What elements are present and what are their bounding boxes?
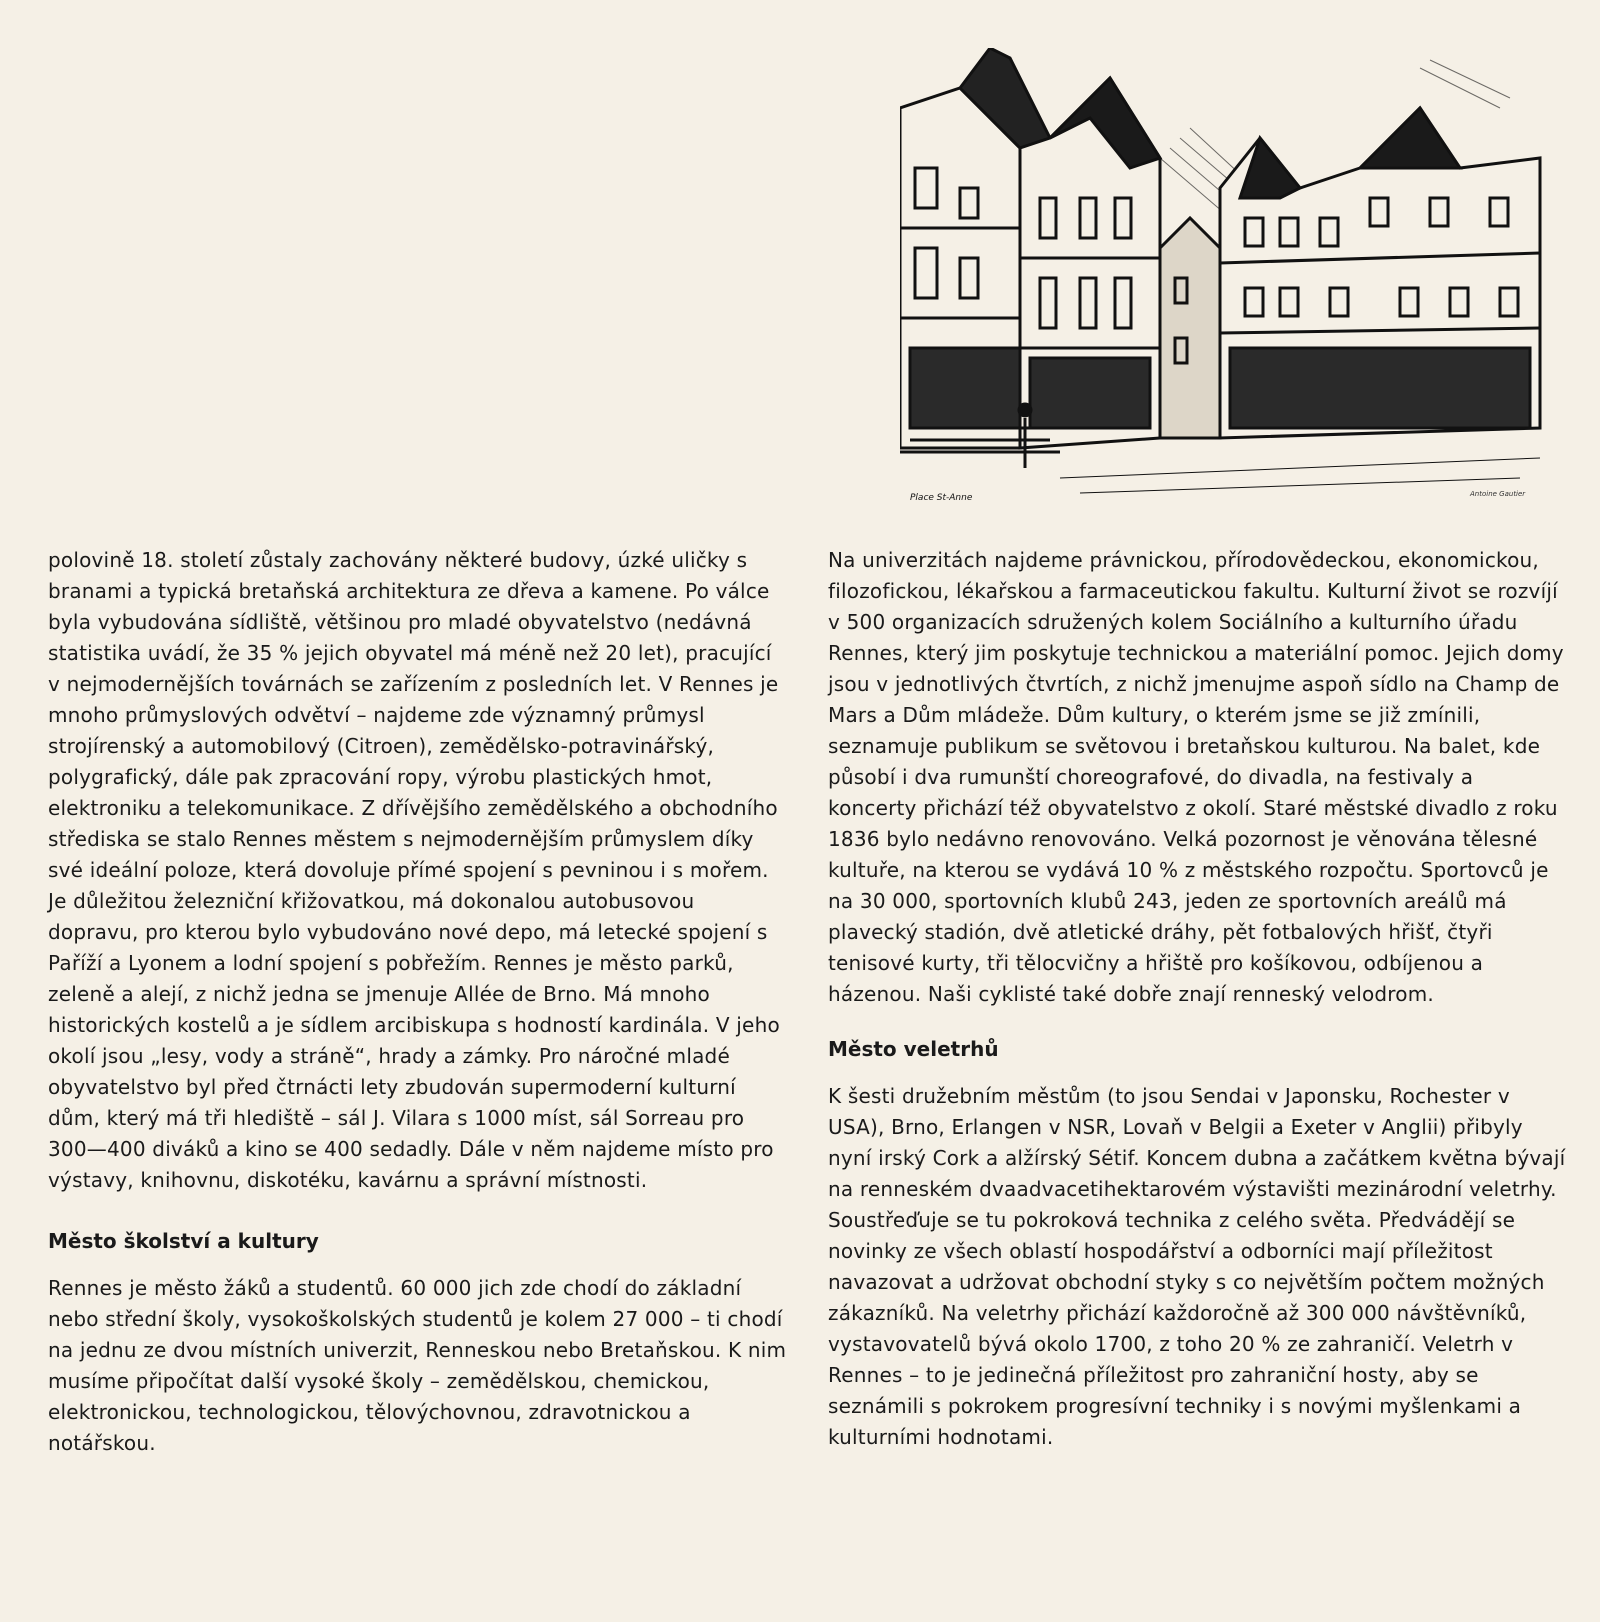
right-paragraph-fairs: K šesti družebním městům (to jsou Sendai v Japonsku, Rochester v USA), Brno, Erlangen v NSR, Lovaň v Belgii a Exeter v Anglii) přibyly nyní irský Cork a alžírský Sétif. Koncem dubna a začátkem května bývají na renneském dvaadvacetihektarovém výstavišti mezinárodní veletrhy. Soustřeďuje se tu pokroková technika z celého světa. Předvádějí se novinky ze všech oblastí hospodářství a odborníci mají příležitost navazovat a udržovat obchodní styky s co největším počtem možných zákazníků. Na veletrhy přichází každoročně až 300 000 návštěvníků, vystavovatelů bývá okolo 1700, z toho 20 % ze zahraničí. Veletrh v Rennes – to je jedinečná příležitost pro zahraniční hosty, aby se seznámili s pokrokem progresívní techniky i s novými myšlenkami a kulturními hodnotami. <box>828 1084 1566 1449</box>
heading-education-culture: Město školství a kultury <box>48 1229 319 1253</box>
illustration-signature: Antoine Gautier <box>1470 490 1526 498</box>
left-paragraph-education: Rennes je město žáků a studentů. 60 000 jich zde chodí do základní nebo střední školy, vysokoškolských studentů je kolem 27 000 – ti chodí na jednu ze dvou místních univerzit, Renneskou nebo Bretaňskou. K nim musíme připočítat další vysoké školy – zemědělskou, chemickou, elektronickou, technologickou, tělovýchovnou, zdravotnickou a notářskou. <box>48 1276 787 1455</box>
street-illustration <box>900 48 1560 508</box>
illustration-caption: Place St-Anne <box>910 493 973 503</box>
left-paragraph-intro: polovině 18. století zůstaly zachovány některé budovy, úzké uličky s branami a typická bretaňská architektura ze dřeva a kamene. Po válce byla vybudována sídliště, většinou pro mladé obyvatelstvo (nedávná statistika uvádí, že 35 % jejich obyvatel má méně než 20 let), pracující v nejmodernějších továrnách se zařízením z posledních let. V Rennes je mnoho průmyslových odvětví – najdeme zde významný průmysl strojírenský a automobilový (Citroen), zemědělsko-potravinářský, polygrafický, dále pak zpracování ropy, výrobu plastických hmot, elektroniku a telekomunikace. Z dřívějšího zemědělského a obchodního střediska se stalo Rennes městem s nejmodernějším průmyslem díky své ideální poloze, která dovoluje přímé spojení s pevninou i s mořem. Je důležitou železniční křižovatkou, má dokonalou autobusovou dopravu, pro kterou bylo vybudováno nové depo, má letecké spojení s Paříží a Lyonem a lodní spojení s pobřežím. Rennes je město parků, zeleně a alejí, z nichž jedna se jmenuje Allée de Brno. Má mnoho historických kostelů a je sídlem arcibiskupa s hodností kardinála. V jeho okolí jsou „lesy, vody a stráně“, hrady a zámky. Pro náročné mladé obyvatelstvo byl před čtrnácti lety zbudován supermoderní kulturní dům, který má tři hlediště – sál J. Vilara s 1000 míst, sál Sorreau pro 300—400 diváků a kino se 400 sedadly. Dále v něm najdeme místo pro výstavy, knihovnu, diskotéku, kavárnu a správní místnosti. <box>48 548 780 1192</box>
left-column <box>48 545 788 1459</box>
right-column <box>828 545 1568 1453</box>
heading-trade-fairs: Město veletrhů <box>828 1037 999 1061</box>
right-paragraph-culture: Na univerzitách najdeme právnickou, přírodovědeckou, ekonomickou, filozofickou, lékařskou a farmaceutickou fakultu. Kulturní život se rozvíjí v 500 organizacích sdružených kolem Sociálního a kulturního úřadu Rennes, který jim poskytuje technickou a materiální pomoc. Jejich domy jsou v jednotlivých čtvrtích, z nichž jmenujme aspoň sídlo na Champ de Mars a Dům mládeže. Dům kultury, o kterém jsme se již zmínili, seznamuje publikum se světovou i bretaňskou kulturou. Na balet, kde působí i dva rumunští choreografové, do divadla, na festivaly a koncerty přichází též obyvatelstvo z okolí. Staré městské divadlo z roku 1836 bylo nedávno renovováno. Velká pozornost je věnována tělesné kultuře, na kterou se vydává 10 % z městského rozpočtu. Sportovců je na 30 000, sportovních klubů 243, jeden ze sportovních areálů má plavecký stadión, dvě atletické dráhy, pět fotbalových hřišť, čtyři tenisové kurty, tři tělocvičny a hřiště pro košíkovou, odbíjenou a házenou. Naši cyklisté také dobře znají renneský velodrom. <box>828 548 1564 1006</box>
